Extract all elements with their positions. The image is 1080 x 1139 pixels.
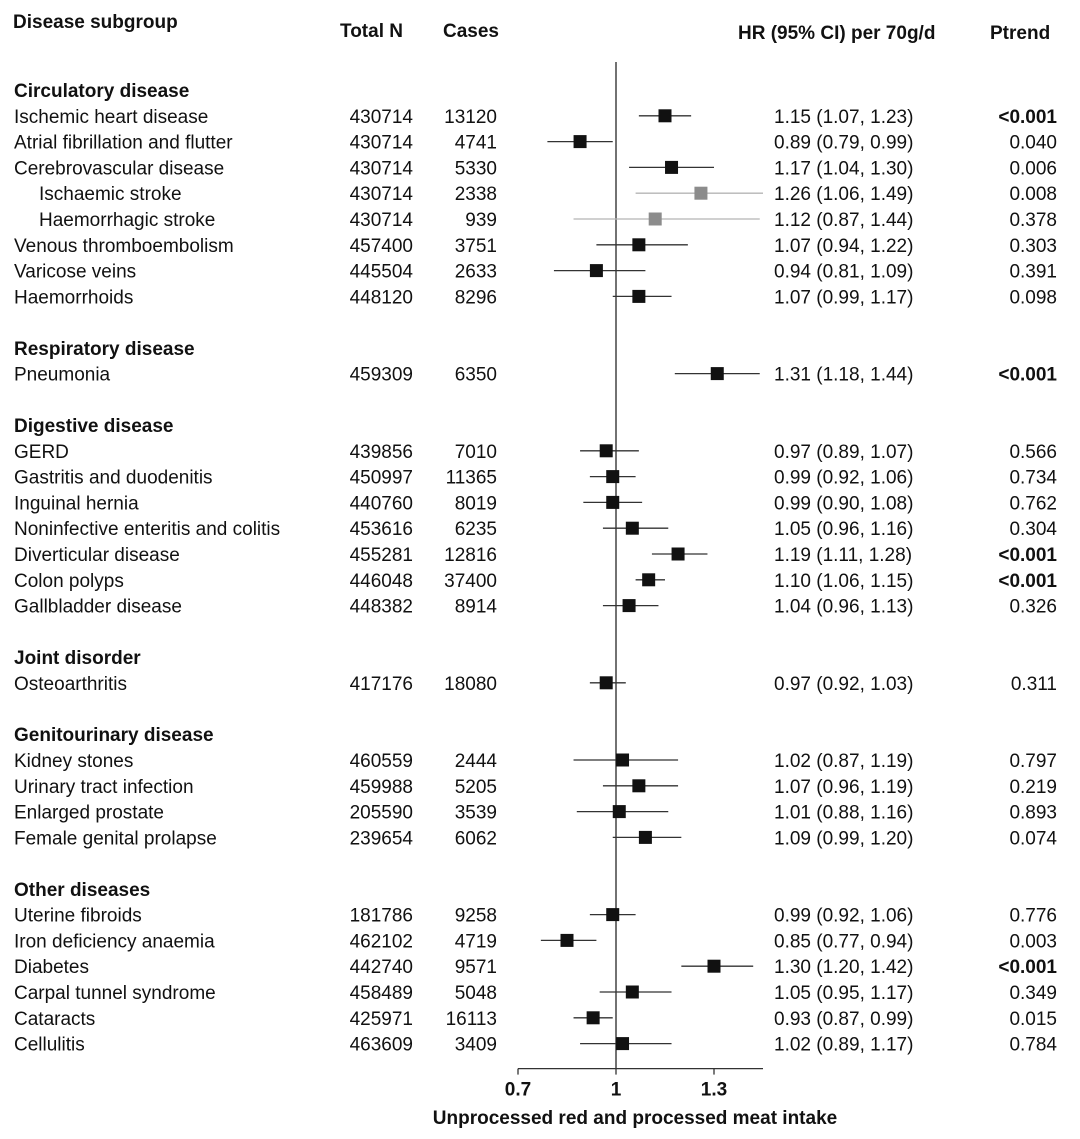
row-label-5: Venous thromboembolism bbox=[14, 235, 234, 257]
row-ptrend-13: <0.001 bbox=[998, 545, 1057, 566]
row-total-n-17: 460559 bbox=[349, 751, 413, 772]
row-label-22: Iron deficiency anaemia bbox=[14, 931, 215, 953]
row-cases-2: 5330 bbox=[454, 158, 497, 180]
row-label-10: Gastritis and duodenitis bbox=[14, 467, 213, 489]
row-total-n-20: 239654 bbox=[349, 828, 413, 850]
point-estimate-20 bbox=[639, 831, 652, 844]
row-label-11: Inguinal hernia bbox=[14, 493, 139, 515]
row-hr-ci-23: 1.30 (1.20, 1.42) bbox=[774, 957, 914, 979]
row-label-1: Atrial fibrillation and flutter bbox=[14, 132, 233, 154]
x-axis-label: Unprocessed red and processed meat intake bbox=[432, 1108, 838, 1129]
row-total-n-13: 455281 bbox=[349, 545, 413, 566]
row-hr-ci-4: 1.12 (0.87, 1.44) bbox=[774, 210, 914, 231]
point-estimate-6 bbox=[590, 264, 603, 277]
row-total-n-23: 442740 bbox=[349, 957, 413, 979]
row-ptrend-15: 0.326 bbox=[1009, 596, 1057, 618]
row-total-n-4: 430714 bbox=[349, 210, 413, 231]
row-ptrend-26: 0.784 bbox=[1009, 1034, 1057, 1056]
row-total-n-3: 430714 bbox=[349, 184, 413, 206]
row-cases-1: 4741 bbox=[454, 132, 497, 154]
row-ptrend-4: 0.378 bbox=[1009, 210, 1057, 231]
row-label-23: Diabetes bbox=[14, 957, 89, 979]
row-ptrend-19: 0.893 bbox=[1009, 802, 1057, 824]
row-label-24: Carpal tunnel syndrome bbox=[14, 983, 216, 1004]
row-label-0: Ischemic heart disease bbox=[14, 106, 209, 128]
point-estimate-10 bbox=[606, 470, 619, 483]
row-label-21: Uterine fibroids bbox=[14, 905, 142, 927]
row-label-20: Female genital prolapse bbox=[14, 828, 217, 850]
x-tick-label-1: 1 bbox=[610, 1079, 622, 1101]
header-subgroup: Disease subgroup bbox=[13, 12, 178, 33]
row-hr-ci-20: 1.09 (0.99, 1.20) bbox=[774, 828, 914, 850]
group-heading-0: Circulatory disease bbox=[14, 81, 190, 102]
row-hr-ci-10: 0.99 (0.92, 1.06) bbox=[774, 467, 914, 489]
row-total-n-7: 448120 bbox=[349, 287, 413, 309]
row-total-n-24: 458489 bbox=[349, 983, 413, 1004]
row-total-n-26: 463609 bbox=[349, 1034, 413, 1056]
row-ptrend-24: 0.349 bbox=[1009, 983, 1057, 1004]
row-cases-23: 9571 bbox=[454, 957, 497, 979]
group-heading-1: Respiratory disease bbox=[14, 338, 195, 360]
row-ptrend-17: 0.797 bbox=[1009, 751, 1057, 772]
row-label-17: Kidney stones bbox=[14, 751, 134, 772]
row-hr-ci-24: 1.05 (0.95, 1.17) bbox=[774, 983, 914, 1004]
point-estimate-13 bbox=[672, 548, 685, 561]
row-label-19: Enlarged prostate bbox=[14, 802, 164, 824]
row-ptrend-20: 0.074 bbox=[1009, 828, 1057, 850]
row-label-25: Cataracts bbox=[14, 1008, 96, 1030]
row-hr-ci-1: 0.89 (0.79, 0.99) bbox=[774, 132, 914, 154]
row-label-4: Haemorrhagic stroke bbox=[39, 210, 216, 231]
row-ptrend-22: 0.003 bbox=[1009, 931, 1057, 953]
row-cases-3: 2338 bbox=[454, 184, 497, 206]
row-ptrend-1: 0.040 bbox=[1009, 132, 1057, 154]
row-label-9: GERD bbox=[14, 441, 69, 463]
point-estimate-1 bbox=[574, 135, 587, 148]
row-ptrend-3: 0.008 bbox=[1009, 184, 1057, 206]
row-ptrend-2: 0.006 bbox=[1009, 158, 1057, 180]
row-total-n-5: 457400 bbox=[349, 235, 413, 257]
row-cases-10: 11365 bbox=[445, 467, 497, 489]
row-cases-16: 18080 bbox=[444, 673, 497, 695]
row-ptrend-11: 0.762 bbox=[1009, 493, 1057, 515]
row-cases-6: 2633 bbox=[454, 261, 497, 283]
row-hr-ci-3: 1.26 (1.06, 1.49) bbox=[774, 184, 914, 206]
row-total-n-18: 459988 bbox=[349, 776, 413, 798]
row-hr-ci-11: 0.99 (0.90, 1.08) bbox=[774, 493, 914, 515]
row-hr-ci-0: 1.15 (1.07, 1.23) bbox=[774, 106, 914, 128]
row-cases-21: 9258 bbox=[454, 905, 497, 927]
row-hr-ci-7: 1.07 (0.99, 1.17) bbox=[774, 287, 914, 309]
row-cases-0: 13120 bbox=[444, 106, 497, 128]
row-ptrend-23: <0.001 bbox=[998, 957, 1057, 979]
point-estimate-19 bbox=[613, 805, 626, 818]
row-total-n-9: 439856 bbox=[349, 441, 413, 463]
row-cases-9: 7010 bbox=[454, 441, 497, 463]
point-estimate-22 bbox=[561, 934, 574, 947]
row-label-2: Cerebrovascular disease bbox=[14, 158, 225, 180]
row-hr-ci-9: 0.97 (0.89, 1.07) bbox=[774, 441, 914, 463]
row-cases-11: 8019 bbox=[454, 493, 497, 515]
point-estimate-0 bbox=[659, 109, 672, 122]
row-total-n-10: 450997 bbox=[349, 467, 413, 489]
point-estimate-9 bbox=[600, 444, 613, 457]
group-heading-4: Genitourinary disease bbox=[14, 725, 214, 747]
row-ptrend-25: 0.015 bbox=[1009, 1008, 1057, 1030]
point-estimate-21 bbox=[606, 908, 619, 921]
point-estimate-2 bbox=[665, 161, 678, 174]
row-hr-ci-13: 1.19 (1.11, 1.28) bbox=[774, 545, 913, 566]
point-estimate-16 bbox=[600, 676, 613, 689]
row-cases-14: 37400 bbox=[444, 570, 497, 592]
row-ptrend-7: 0.098 bbox=[1009, 287, 1057, 309]
point-estimate-4 bbox=[649, 213, 662, 226]
row-total-n-21: 181786 bbox=[349, 905, 413, 927]
row-total-n-15: 448382 bbox=[349, 596, 413, 618]
group-heading-5: Other diseases bbox=[14, 879, 151, 901]
row-ptrend-9: 0.566 bbox=[1009, 441, 1057, 463]
row-hr-ci-14: 1.10 (1.06, 1.15) bbox=[774, 570, 914, 592]
row-cases-18: 5205 bbox=[454, 776, 497, 798]
row-cases-12: 6235 bbox=[454, 519, 497, 541]
point-estimate-17 bbox=[616, 754, 629, 767]
row-label-18: Urinary tract infection bbox=[14, 776, 194, 798]
row-cases-20: 6062 bbox=[454, 828, 497, 850]
row-ptrend-0: <0.001 bbox=[998, 106, 1057, 128]
point-estimate-15 bbox=[623, 599, 636, 612]
row-total-n-12: 453616 bbox=[349, 519, 413, 541]
point-estimate-8 bbox=[711, 367, 724, 380]
row-total-n-16: 417176 bbox=[349, 673, 413, 695]
point-estimate-5 bbox=[632, 238, 645, 251]
row-ptrend-16: 0.311 bbox=[1010, 673, 1057, 695]
row-cases-26: 3409 bbox=[454, 1034, 497, 1056]
row-cases-13: 12816 bbox=[444, 545, 497, 566]
row-total-n-0: 430714 bbox=[349, 106, 413, 128]
row-hr-ci-21: 0.99 (0.92, 1.06) bbox=[774, 905, 914, 927]
row-ptrend-8: <0.001 bbox=[998, 364, 1057, 386]
row-total-n-11: 440760 bbox=[349, 493, 413, 515]
point-estimate-23 bbox=[708, 960, 721, 973]
header-total-n: Total N bbox=[340, 21, 403, 42]
point-estimate-25 bbox=[587, 1011, 600, 1024]
row-ptrend-21: 0.776 bbox=[1009, 905, 1057, 927]
header-hr: HR (95% CI) per 70g/d bbox=[738, 23, 936, 44]
point-estimate-3 bbox=[694, 187, 707, 200]
header-cases: Cases bbox=[443, 21, 499, 42]
row-total-n-19: 205590 bbox=[349, 802, 413, 824]
row-cases-19: 3539 bbox=[454, 802, 497, 824]
row-label-15: Gallbladder disease bbox=[14, 596, 182, 618]
row-ptrend-10: 0.734 bbox=[1009, 467, 1057, 489]
header-ptrend: Ptrend bbox=[990, 23, 1051, 44]
row-total-n-25: 425971 bbox=[349, 1008, 413, 1030]
row-label-12: Noninfective enteritis and colitis bbox=[14, 519, 281, 541]
x-tick-label-0: 0.7 bbox=[504, 1079, 532, 1101]
row-cases-24: 5048 bbox=[454, 983, 497, 1004]
row-label-7: Haemorrhoids bbox=[14, 287, 134, 309]
row-cases-15: 8914 bbox=[454, 596, 497, 618]
row-cases-4: 939 bbox=[465, 210, 497, 231]
row-total-n-6: 445504 bbox=[349, 261, 413, 283]
row-label-26: Cellulitis bbox=[14, 1034, 85, 1056]
row-label-14: Colon polyps bbox=[14, 570, 124, 592]
row-ptrend-5: 0.303 bbox=[1009, 235, 1057, 257]
point-estimate-26 bbox=[616, 1037, 629, 1050]
row-ptrend-12: 0.304 bbox=[1009, 519, 1057, 541]
row-total-n-8: 459309 bbox=[349, 364, 413, 386]
group-heading-3: Joint disorder bbox=[14, 648, 141, 669]
row-ptrend-6: 0.391 bbox=[1009, 261, 1057, 283]
row-ptrend-14: <0.001 bbox=[998, 570, 1057, 592]
row-total-n-22: 462102 bbox=[349, 931, 413, 953]
point-estimate-7 bbox=[632, 290, 645, 303]
row-total-n-2: 430714 bbox=[349, 158, 413, 180]
row-total-n-14: 446048 bbox=[349, 570, 413, 592]
row-cases-17: 2444 bbox=[454, 751, 497, 772]
point-estimate-12 bbox=[626, 522, 639, 535]
group-heading-2: Digestive disease bbox=[14, 416, 174, 437]
row-hr-ci-26: 1.02 (0.89, 1.17) bbox=[774, 1034, 914, 1056]
row-label-6: Varicose veins bbox=[14, 261, 137, 283]
row-hr-ci-12: 1.05 (0.96, 1.16) bbox=[774, 519, 914, 541]
row-hr-ci-19: 1.01 (0.88, 1.16) bbox=[774, 802, 914, 824]
row-hr-ci-17: 1.02 (0.87, 1.19) bbox=[774, 751, 914, 772]
row-cases-7: 8296 bbox=[454, 287, 497, 309]
row-cases-22: 4719 bbox=[454, 931, 497, 953]
row-hr-ci-15: 1.04 (0.96, 1.13) bbox=[774, 596, 914, 618]
row-hr-ci-22: 0.85 (0.77, 0.94) bbox=[774, 931, 914, 953]
row-label-8: Pneumonia bbox=[14, 364, 111, 386]
row-total-n-1: 430714 bbox=[349, 132, 413, 154]
point-estimate-18 bbox=[632, 779, 645, 792]
row-label-3: Ischaemic stroke bbox=[39, 184, 182, 206]
row-ptrend-18: 0.219 bbox=[1009, 776, 1057, 798]
row-hr-ci-16: 0.97 (0.92, 1.03) bbox=[774, 673, 914, 695]
row-hr-ci-8: 1.31 (1.18, 1.44) bbox=[774, 364, 914, 386]
point-estimate-14 bbox=[642, 573, 655, 586]
row-hr-ci-18: 1.07 (0.96, 1.19) bbox=[774, 776, 914, 798]
point-estimate-24 bbox=[626, 986, 639, 999]
row-hr-ci-25: 0.93 (0.87, 0.99) bbox=[774, 1008, 914, 1030]
row-hr-ci-6: 0.94 (0.81, 1.09) bbox=[774, 261, 914, 283]
row-label-16: Osteoarthritis bbox=[14, 673, 127, 695]
row-hr-ci-2: 1.17 (1.04, 1.30) bbox=[774, 158, 914, 180]
row-hr-ci-5: 1.07 (0.94, 1.22) bbox=[774, 235, 914, 257]
x-tick-label-2: 1.3 bbox=[700, 1079, 728, 1101]
row-cases-8: 6350 bbox=[454, 364, 497, 386]
point-estimate-11 bbox=[606, 496, 619, 509]
row-cases-5: 3751 bbox=[454, 235, 497, 257]
row-cases-25: 16113 bbox=[445, 1008, 497, 1030]
row-label-13: Diverticular disease bbox=[14, 545, 180, 566]
